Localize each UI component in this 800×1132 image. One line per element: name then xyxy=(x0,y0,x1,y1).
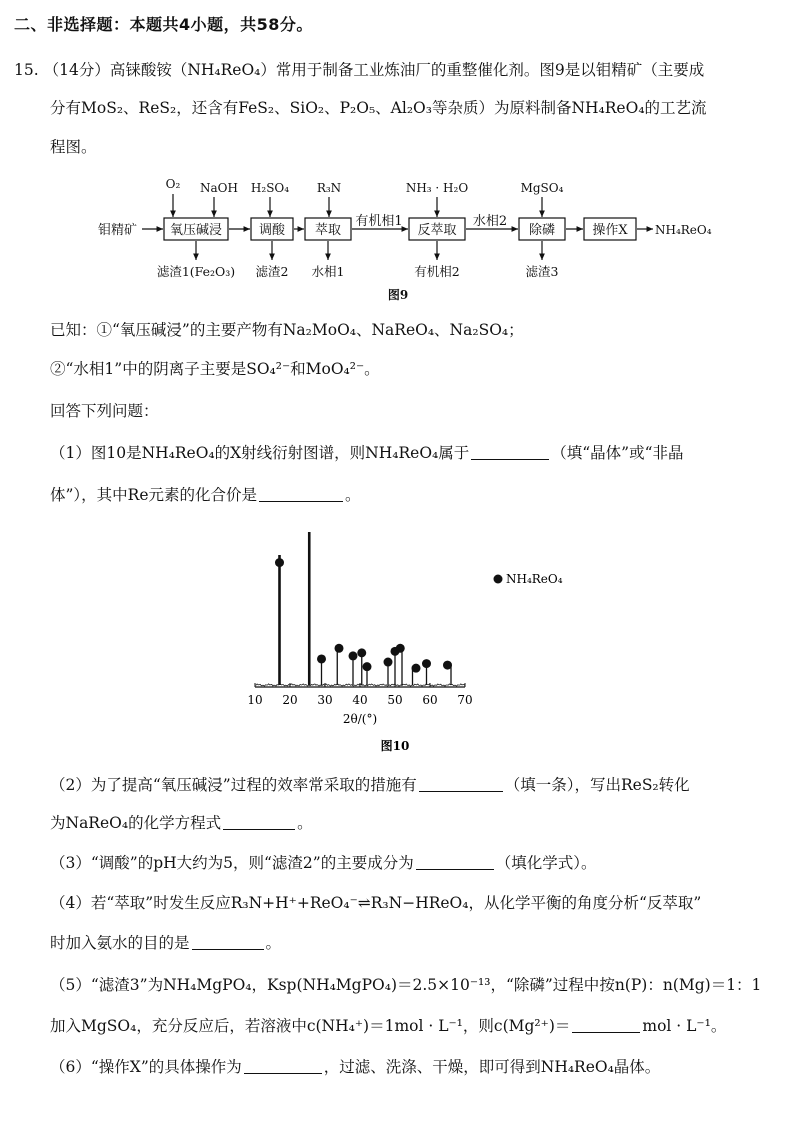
question-intro-line-3: 程图。 xyxy=(50,138,97,156)
flow-box-label-3: 萃取 xyxy=(314,223,342,238)
chart-legend-marker xyxy=(494,575,503,584)
flow-output-organic-2: 有机相2 xyxy=(414,264,460,279)
flow-output-aqueous-1: 水相1 xyxy=(311,264,345,279)
q5-text-2a: 加入MgSO₄，充分反应后，若溶液中c(NH₄⁺)＝1mol · L⁻¹，则c(Mg²⁺)＝ xyxy=(50,1017,571,1035)
chart-peak-marker xyxy=(317,654,326,663)
q4-answer-blank[interactable] xyxy=(192,933,264,950)
flow-box-label-5: 除磷 xyxy=(528,223,556,238)
chart-x-tick-label: 30 xyxy=(317,693,333,707)
flow-between-organic-1: 有机相1 xyxy=(355,214,403,229)
q5-answer-blank[interactable] xyxy=(572,1016,640,1033)
flow-box-label-1: 氧压碱浸 xyxy=(169,223,223,238)
q6-text-1b: ，过滤、洗涤、干燥，即可得到NH₄ReO₄晶体。 xyxy=(323,1058,661,1076)
chart-peak-marker xyxy=(363,662,372,671)
known-line-1: 已知：①“氧压碱浸”的主要产物有Na₂MoO₄、NaReO₄、Na₂SO₄； xyxy=(50,321,524,339)
chart-peak-marker xyxy=(357,648,366,657)
chart-peak-marker xyxy=(443,661,452,670)
flow-reagent-mgso4: MgSO₄ xyxy=(520,181,564,195)
known-line-2: ②“水相1”中的阴离子主要是SO₄²⁻和MoO₄²⁻。 xyxy=(50,360,380,378)
flow-between-aqueous-2: 水相2 xyxy=(472,214,508,229)
q1-line-1 xyxy=(50,441,684,465)
q4-line-2 xyxy=(50,931,281,955)
q1-text-1b: （填“晶体”或“非晶 xyxy=(551,444,684,462)
flow-box-label-4: 反萃取 xyxy=(417,223,457,238)
q5-line-1: （5）“滤渣3”为NH₄MgPO₄，Ksp(NH₄MgPO₄)＝2.5×10⁻¹³，“除磷”过程中按n(P)：n(Mg)＝1：1 xyxy=(50,976,762,994)
q3-line-1 xyxy=(50,851,597,875)
chart-x-tick-label: 50 xyxy=(387,693,403,707)
q1-line-2 xyxy=(50,483,361,507)
q1-text-2b: 。 xyxy=(345,486,361,504)
q6-answer-blank[interactable] xyxy=(244,1057,322,1074)
chart-peak-marker xyxy=(349,651,358,660)
chart-peak-marker xyxy=(396,644,405,653)
flow-output-residue-3: 滤渣3 xyxy=(525,264,559,279)
flow-reagent-h2so4: H₂SO₄ xyxy=(250,181,290,195)
q5-line-2 xyxy=(50,1014,726,1038)
process-flow-diagram xyxy=(0,172,800,302)
q2-answer-blank-1[interactable] xyxy=(419,775,503,792)
chart-x-tick-label: 60 xyxy=(422,693,438,707)
flow-output-residue-1: 滤渣1(Fe₂O₃) xyxy=(156,264,236,279)
answer-prompt: 回答下列问题： xyxy=(50,402,159,420)
q1-answer-blank-2[interactable] xyxy=(259,485,343,502)
question-number: 15. xyxy=(14,61,39,79)
question-intro-line-2: 分有MoS₂、ReS₂，还含有FeS₂、SiO₂、P₂O₅、Al₂O₃等杂质）为原料制备NH₄ReO₄的工艺流 xyxy=(50,99,707,117)
chart-x-tick-label: 20 xyxy=(282,693,298,707)
flow-box-label-6: 操作X xyxy=(592,223,628,238)
q6-line-1 xyxy=(50,1055,660,1079)
q2-text-1b: （填一条），写出ReS₂转化 xyxy=(504,776,690,794)
flow-product: NH₄ReO₄ xyxy=(655,223,712,237)
chart-peak-marker xyxy=(335,644,344,653)
flow-caption: 图9 xyxy=(387,288,409,302)
q3-text-1a: （3）“调酸”的pH大约为5，则“滤渣2”的主要成分为 xyxy=(50,854,414,872)
q1-text-2a: 体”），其中Re元素的化合价是 xyxy=(50,486,258,504)
chart-peak-marker xyxy=(422,659,431,668)
chart-x-label: 2θ/(°) xyxy=(342,712,378,726)
flow-reagent-naoh: NaOH xyxy=(200,181,238,195)
q2-line-1 xyxy=(50,773,690,797)
q1-text-1a: （1）图10是NH₄ReO₄的X射线衍射图谱，则NH₄ReO₄属于 xyxy=(50,444,470,462)
q2-text-2a: 为NaReO₄的化学方程式 xyxy=(50,814,222,832)
q2-text-1a: （2）为了提高“氧压碱浸”过程的效率常采取的措施有 xyxy=(50,776,417,794)
flow-reagent-r3n: R₃N xyxy=(316,181,342,195)
question-intro-line-1 xyxy=(14,58,704,82)
chart-peak-marker xyxy=(384,658,393,667)
q4-text-2a: 时加入氨水的目的是 xyxy=(50,934,190,952)
q1-answer-blank-1[interactable] xyxy=(471,443,549,460)
chart-x-tick-label: 10 xyxy=(247,693,263,707)
chart-caption: 图10 xyxy=(380,739,410,753)
xrd-chart xyxy=(220,520,600,760)
flow-start: 钼精矿 xyxy=(98,223,138,238)
q3-answer-blank[interactable] xyxy=(416,853,494,870)
q4-line-1: （4）若“萃取”时发生反应R₃N+H⁺+ReO₄⁻⇌R₃N−HReO₄，从化学平衡的角度分析“反萃取” xyxy=(50,894,702,912)
section-title: 二、非选择题：本题共4小题，共58分。 xyxy=(14,15,313,34)
flow-reagent-nh3h2o: NH₃ · H₂O xyxy=(405,181,469,195)
flow-box-label-2: 调酸 xyxy=(258,223,286,238)
flow-reagent-o2: O₂ xyxy=(165,177,181,191)
q2-answer-blank-2[interactable] xyxy=(223,813,295,830)
q2-line-2 xyxy=(50,811,313,835)
flow-output-residue-2: 滤渣2 xyxy=(255,264,289,279)
chart-x-tick-label: 40 xyxy=(352,693,368,707)
chart-legend-label: NH₄ReO₄ xyxy=(506,572,563,586)
chart-peak-marker xyxy=(275,558,284,567)
q4-text-2b: 。 xyxy=(265,934,282,952)
q5-text-2b: mol · L⁻¹。 xyxy=(642,1017,727,1035)
q6-text-1a: （6）“操作X”的具体操作为 xyxy=(50,1058,242,1076)
q2-text-2b: 。 xyxy=(297,814,313,832)
chart-peak-marker xyxy=(412,664,421,673)
q3-text-1b: （填化学式）。 xyxy=(495,854,597,872)
question-intro-text-1: （14分）高铼酸铵（NH₄ReO₄）常用于制备工业炼油厂的重整催化剂。图9是以钼精矿（主要成 xyxy=(43,61,705,79)
chart-x-tick-label: 70 xyxy=(457,693,473,707)
